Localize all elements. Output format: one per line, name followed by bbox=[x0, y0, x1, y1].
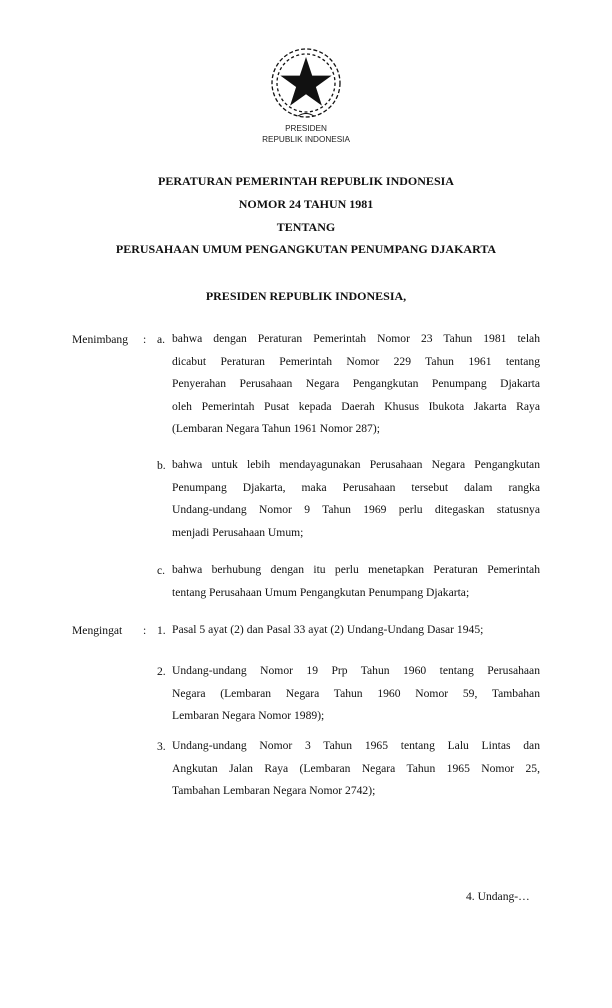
text-line: dicabut Peraturan Pemerintah Nomor 229 Tahun 1961 tentang bbox=[172, 354, 540, 368]
item-marker: b. bbox=[157, 459, 166, 472]
presidential-emblem-icon bbox=[268, 45, 344, 121]
mengingat-item-2 bbox=[172, 660, 540, 728]
text-line: Undang-undang Nomor 19 Prp Tahun 1960 tentang Perusahaan bbox=[172, 664, 540, 677]
text-line: oleh Pemerintah Pusat kepada Daerah Khusus Ibukota Jakarta Raya bbox=[172, 399, 540, 413]
menimbang-item-c bbox=[172, 559, 540, 604]
menimbang-colon: : bbox=[143, 333, 147, 346]
text-line: bahwa berhubung dengan itu perlu menetapkan Peraturan Pemerintah bbox=[172, 563, 540, 576]
menimbang-label: Menimbang bbox=[72, 333, 129, 346]
page-continuation: 4. Undang-… bbox=[466, 890, 530, 903]
item-marker: 3. bbox=[157, 740, 166, 753]
item-marker: 2. bbox=[157, 665, 166, 678]
text-line: Penumpang Djakarta, maka Perusahaan tersebut dalam rangka bbox=[172, 480, 540, 494]
mengingat-item-3 bbox=[172, 735, 540, 803]
document-tentang: TENTANG bbox=[276, 220, 336, 234]
text-line: tentang Perusahaan Umum Pengangkutan Penumpang Djakarta; bbox=[172, 585, 470, 599]
document-number: NOMOR 24 TAHUN 1981 bbox=[238, 197, 374, 211]
mengingat-label: Mengingat bbox=[72, 624, 123, 637]
item-marker: a. bbox=[157, 333, 166, 346]
text-line: bahwa dengan Peraturan Pemerintah Nomor 23 Tahun 1981 telah bbox=[172, 332, 540, 345]
item-marker: 1. bbox=[157, 624, 166, 637]
text-line: (Lembaran Negara Tahun 1961 Nomor 287); bbox=[172, 422, 380, 436]
text-line: Undang-undang Nomor 3 Tahun 1965 tentang Lalu Lintas dan bbox=[172, 739, 540, 752]
text-line: Undang-undang Nomor 9 Tahun 1969 perlu ditegaskan statusnya bbox=[172, 503, 540, 517]
text-line: Negara (Lembaran Negara Tahun 1960 Nomor 59, Tambahan bbox=[172, 686, 540, 700]
mengingat-colon: : bbox=[143, 624, 147, 637]
preamble-heading: PRESIDEN REPUBLIK INDONESIA, bbox=[205, 289, 407, 303]
document-subject: PERUSAHAAN UMUM PENGANGKUTAN PENUMPANG DJAKARTA bbox=[115, 242, 497, 256]
text-line: menjadi Perusahaan Umum; bbox=[172, 525, 304, 539]
menimbang-item-b bbox=[172, 454, 540, 544]
letterhead-caption bbox=[0, 124, 612, 145]
text-line: Pasal 5 ayat (2) dan Pasal 33 ayat (2) Undang-Undang Dasar 1945; bbox=[172, 623, 484, 636]
letterhead-line1: PRESIDEN bbox=[285, 124, 327, 133]
text-line: Angkutan Jalan Raya (Lembaran Negara Tahun 1965 Nomor 25, bbox=[172, 761, 540, 775]
menimbang-item-a bbox=[172, 328, 540, 441]
text-line: Penyerahan Perusahaan Negara Pengangkutan Penumpang Djakarta bbox=[172, 377, 540, 391]
text-line: Lembaran Negara Nomor 1989); bbox=[172, 709, 325, 723]
text-line: Tambahan Lembaran Negara Nomor 2742); bbox=[172, 784, 376, 798]
letterhead-line2: REPUBLIK INDONESIA bbox=[262, 134, 350, 144]
document-title: PERATURAN PEMERINTAH REPUBLIK INDONESIA bbox=[158, 174, 454, 188]
text-line: bahwa untuk lebih mendayagunakan Perusahaan Negara Pengangkutan bbox=[172, 458, 540, 471]
item-marker: c. bbox=[157, 564, 166, 577]
mengingat-item-1 bbox=[172, 619, 540, 642]
